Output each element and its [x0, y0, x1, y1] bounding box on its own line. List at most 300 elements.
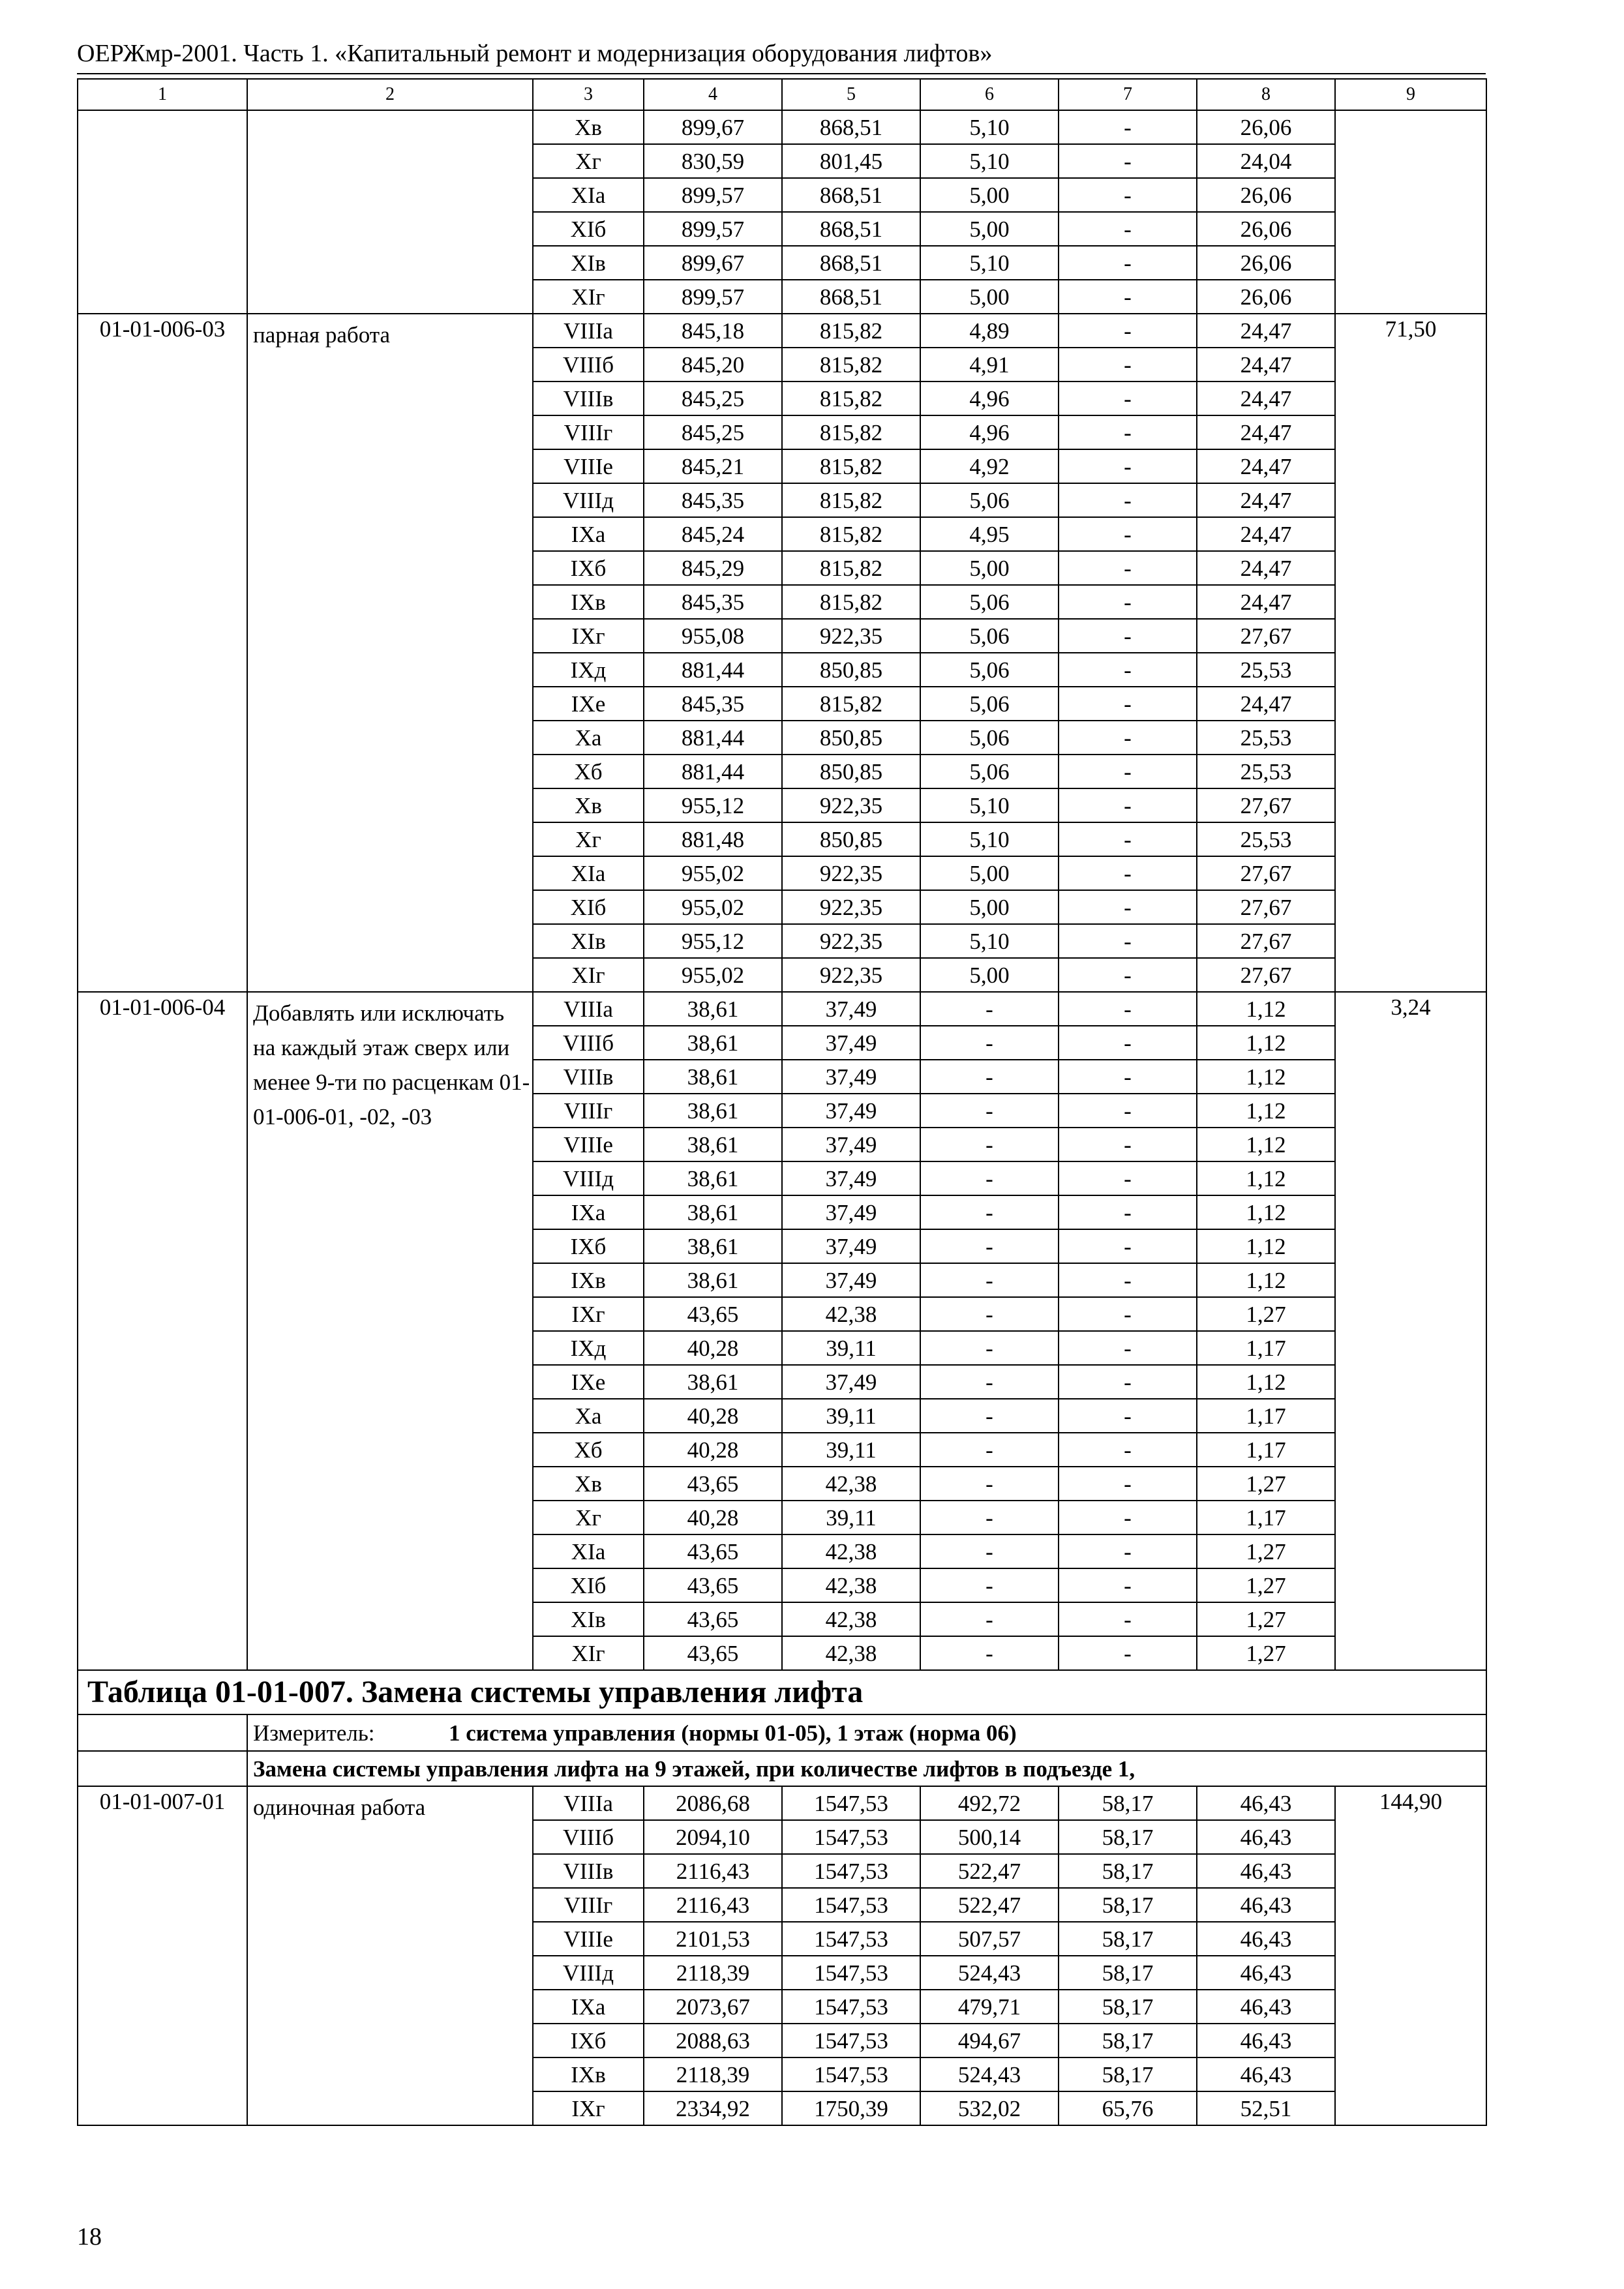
cell-col4: 881,44 — [644, 721, 782, 755]
column-number-row — [78, 79, 1486, 110]
cell-col8: 1,12 — [1197, 1161, 1335, 1195]
cell-col3: IXе — [533, 1365, 644, 1399]
cell-col8: 1,17 — [1197, 1331, 1335, 1365]
cell-col6: 524,43 — [920, 2057, 1059, 2091]
cell-col8: 24,47 — [1197, 415, 1335, 449]
cell-col6: 5,10 — [920, 144, 1059, 178]
cell-col7: - — [1059, 1195, 1197, 1229]
cell-col7: - — [1059, 246, 1197, 280]
cell-col7: - — [1059, 1365, 1197, 1399]
cell-col6: 4,96 — [920, 415, 1059, 449]
cell-col6: 5,00 — [920, 958, 1059, 992]
cell-col8: 27,67 — [1197, 958, 1335, 992]
cell-col5: 922,35 — [782, 788, 920, 822]
cell-col6: - — [920, 1026, 1059, 1060]
cell-col4: 43,65 — [644, 1534, 782, 1568]
cell-col7: - — [1059, 653, 1197, 687]
cell-col7: - — [1059, 1094, 1197, 1128]
cell-col6: - — [920, 1263, 1059, 1297]
cell-col5: 42,38 — [782, 1534, 920, 1568]
cell-col8: 26,06 — [1197, 246, 1335, 280]
cell-col7: 58,17 — [1059, 2024, 1197, 2057]
cell-col3: IXв — [533, 2057, 644, 2091]
cell-col5: 815,82 — [782, 449, 920, 483]
cell-col3: IXб — [533, 2024, 644, 2057]
cell-col3: VIIIа — [533, 1786, 644, 1820]
cell-col8: 1,17 — [1197, 1399, 1335, 1433]
cell-col3: XIг — [533, 958, 644, 992]
cell-col3: VIIIг — [533, 415, 644, 449]
cell-col8: 46,43 — [1197, 1922, 1335, 1956]
cell-col8: 26,06 — [1197, 110, 1335, 144]
cell-col7: - — [1059, 1331, 1197, 1365]
cell-col8: 27,67 — [1197, 788, 1335, 822]
cell-col7: - — [1059, 314, 1197, 348]
cell-col8: 24,04 — [1197, 144, 1335, 178]
cell-col8: 24,47 — [1197, 483, 1335, 517]
cell-col8: 26,06 — [1197, 280, 1335, 314]
col9-value — [1335, 110, 1486, 314]
work-name — [247, 110, 533, 314]
column-number: 8 — [1197, 79, 1335, 110]
cell-col6: 5,10 — [920, 924, 1059, 958]
cell-col4: 2094,10 — [644, 1820, 782, 1854]
cell-col7: - — [1059, 721, 1197, 755]
cell-col8: 46,43 — [1197, 1820, 1335, 1854]
cell-col3: IXб — [533, 1229, 644, 1263]
cell-col4: 43,65 — [644, 1602, 782, 1636]
cell-col5: 37,49 — [782, 1161, 920, 1195]
cell-col5: 815,82 — [782, 483, 920, 517]
cell-col6: - — [920, 1602, 1059, 1636]
cell-col6: 5,10 — [920, 110, 1059, 144]
cell-col5: 1547,53 — [782, 1820, 920, 1854]
cell-col4: 38,61 — [644, 1195, 782, 1229]
cell-col7: - — [1059, 856, 1197, 890]
subheading-row — [78, 1751, 1486, 1786]
cell-col6: - — [920, 992, 1059, 1026]
cell-col7: - — [1059, 1128, 1197, 1161]
cell-col5: 42,38 — [782, 1568, 920, 1602]
cell-col6: - — [920, 1399, 1059, 1433]
cell-col4: 955,12 — [644, 924, 782, 958]
cell-col4: 899,67 — [644, 110, 782, 144]
cell-col6: - — [920, 1331, 1059, 1365]
cell-col6: 5,06 — [920, 619, 1059, 653]
cell-col8: 46,43 — [1197, 2024, 1335, 2057]
cell-col6: - — [920, 1195, 1059, 1229]
header-rule — [77, 73, 1486, 74]
cell-col5: 1547,53 — [782, 1956, 920, 1990]
cell-col6: - — [920, 1094, 1059, 1128]
subheading-blank — [78, 1751, 247, 1786]
cell-col5: 42,38 — [782, 1297, 920, 1331]
cell-col8: 46,43 — [1197, 1854, 1335, 1888]
rate-code: 01-01-006-04 — [78, 992, 247, 1670]
cell-col4: 845,25 — [644, 415, 782, 449]
cell-col4: 38,61 — [644, 1365, 782, 1399]
cell-col3: XIв — [533, 246, 644, 280]
cell-col6: 5,00 — [920, 178, 1059, 212]
cell-col8: 24,47 — [1197, 551, 1335, 585]
cell-col7: - — [1059, 619, 1197, 653]
cell-col7: - — [1059, 1229, 1197, 1263]
cell-col4: 845,35 — [644, 585, 782, 619]
measure-cell — [247, 1714, 1486, 1751]
cell-col3: IXа — [533, 517, 644, 551]
cell-col3: IXа — [533, 1195, 644, 1229]
cell-col6: - — [920, 1501, 1059, 1534]
page-number: 18 — [77, 2223, 102, 2251]
cell-col7: - — [1059, 1026, 1197, 1060]
cell-col3: Xг — [533, 822, 644, 856]
cell-col7: - — [1059, 1399, 1197, 1433]
cell-col6: - — [920, 1467, 1059, 1501]
cell-col6: 5,00 — [920, 890, 1059, 924]
cell-col5: 1547,53 — [782, 1990, 920, 2024]
cell-col8: 24,47 — [1197, 382, 1335, 415]
cell-col6: 522,47 — [920, 1854, 1059, 1888]
cell-col3: Xг — [533, 1501, 644, 1534]
cell-col4: 881,44 — [644, 755, 782, 788]
cell-col4: 845,35 — [644, 483, 782, 517]
cell-col5: 42,38 — [782, 1602, 920, 1636]
cell-col4: 38,61 — [644, 1060, 782, 1094]
cell-col5: 37,49 — [782, 1195, 920, 1229]
cell-col8: 1,27 — [1197, 1636, 1335, 1670]
cell-col7: - — [1059, 1263, 1197, 1297]
cell-col5: 868,51 — [782, 178, 920, 212]
cell-col4: 40,28 — [644, 1399, 782, 1433]
cell-col6: 4,92 — [920, 449, 1059, 483]
cell-col4: 881,48 — [644, 822, 782, 856]
cell-col3: XIа — [533, 856, 644, 890]
rate-code: 01-01-006-03 — [78, 314, 247, 992]
cell-col8: 1,27 — [1197, 1568, 1335, 1602]
cell-col4: 899,57 — [644, 178, 782, 212]
cell-col4: 955,02 — [644, 958, 782, 992]
cell-col8: 46,43 — [1197, 1990, 1335, 2024]
cell-col8: 46,43 — [1197, 1956, 1335, 1990]
cell-col7: - — [1059, 788, 1197, 822]
cell-col7: 58,17 — [1059, 1854, 1197, 1888]
cell-col3: XIб — [533, 890, 644, 924]
cell-col7: - — [1059, 1161, 1197, 1195]
cell-col3: VIIIб — [533, 1026, 644, 1060]
col9-value: 3,24 — [1335, 992, 1486, 1670]
cell-col4: 955,02 — [644, 856, 782, 890]
cell-col7: - — [1059, 517, 1197, 551]
work-name: парная работа — [247, 314, 533, 992]
cell-col8: 1,17 — [1197, 1433, 1335, 1467]
cell-col3: VIIIе — [533, 1922, 644, 1956]
cell-col3: VIIIд — [533, 483, 644, 517]
cell-col7: - — [1059, 1060, 1197, 1094]
cell-col4: 845,21 — [644, 449, 782, 483]
cell-col3: IXг — [533, 2091, 644, 2125]
cell-col8: 27,67 — [1197, 924, 1335, 958]
cell-col6: - — [920, 1161, 1059, 1195]
cell-col7: - — [1059, 1297, 1197, 1331]
cell-col7: - — [1059, 924, 1197, 958]
cell-col4: 2334,92 — [644, 2091, 782, 2125]
cell-col6: - — [920, 1433, 1059, 1467]
cell-col8: 1,12 — [1197, 1094, 1335, 1128]
cell-col6: 5,06 — [920, 653, 1059, 687]
cell-col7: - — [1059, 1501, 1197, 1534]
cell-col7: - — [1059, 178, 1197, 212]
cell-col5: 37,49 — [782, 1229, 920, 1263]
cell-col7: - — [1059, 958, 1197, 992]
cell-col3: XIв — [533, 1602, 644, 1636]
cell-col3: IXа — [533, 1990, 644, 2024]
cell-col5: 815,82 — [782, 551, 920, 585]
cell-col3: Xв — [533, 110, 644, 144]
cell-col7: - — [1059, 822, 1197, 856]
cell-col7: - — [1059, 483, 1197, 517]
cell-col6: 5,00 — [920, 856, 1059, 890]
cell-col6: 500,14 — [920, 1820, 1059, 1854]
column-number: 6 — [920, 79, 1059, 110]
cell-col6: 4,95 — [920, 517, 1059, 551]
rate-code — [78, 110, 247, 314]
cell-col6: 532,02 — [920, 2091, 1059, 2125]
cell-col7: 58,17 — [1059, 1990, 1197, 2024]
cell-col5: 37,49 — [782, 1128, 920, 1161]
cell-col5: 922,35 — [782, 856, 920, 890]
table-row — [78, 1786, 1486, 1820]
cell-col8: 1,12 — [1197, 1195, 1335, 1229]
cell-col4: 43,65 — [644, 1297, 782, 1331]
cell-col4: 881,44 — [644, 653, 782, 687]
cell-col4: 845,18 — [644, 314, 782, 348]
cell-col5: 868,51 — [782, 212, 920, 246]
cell-col3: VIIIв — [533, 382, 644, 415]
cell-col4: 38,61 — [644, 1263, 782, 1297]
cell-col7: - — [1059, 1467, 1197, 1501]
cell-col3: IXг — [533, 619, 644, 653]
cell-col4: 845,35 — [644, 687, 782, 721]
cell-col4: 845,24 — [644, 517, 782, 551]
cell-col3: VIIIд — [533, 1956, 644, 1990]
cell-col3: VIIIв — [533, 1854, 644, 1888]
cell-col8: 24,47 — [1197, 449, 1335, 483]
cell-col3: VIIIг — [533, 1888, 644, 1922]
cell-col7: 58,17 — [1059, 2057, 1197, 2091]
cell-col5: 39,11 — [782, 1399, 920, 1433]
subheading-text: Замена системы управления лифта на 9 этажей, при количестве лифтов в подъезде 1, — [253, 1756, 1135, 1782]
cell-col6: 492,72 — [920, 1786, 1059, 1820]
cell-col7: - — [1059, 1433, 1197, 1467]
cell-col5: 850,85 — [782, 721, 920, 755]
cell-col6: 524,43 — [920, 1956, 1059, 1990]
cell-col8: 46,43 — [1197, 1786, 1335, 1820]
cell-col6: 5,06 — [920, 721, 1059, 755]
cell-col7: - — [1059, 687, 1197, 721]
cell-col3: IXб — [533, 551, 644, 585]
column-number: 7 — [1059, 79, 1197, 110]
cell-col7: - — [1059, 110, 1197, 144]
cell-col5: 39,11 — [782, 1501, 920, 1534]
cell-col4: 2116,43 — [644, 1854, 782, 1888]
cell-col7: - — [1059, 1568, 1197, 1602]
cell-col7: 65,76 — [1059, 2091, 1197, 2125]
cell-col8: 25,53 — [1197, 822, 1335, 856]
cell-col5: 922,35 — [782, 890, 920, 924]
cell-col6: - — [920, 1297, 1059, 1331]
cell-col6: 494,67 — [920, 2024, 1059, 2057]
cell-col7: - — [1059, 280, 1197, 314]
cell-col8: 1,12 — [1197, 1128, 1335, 1161]
cell-col5: 801,45 — [782, 144, 920, 178]
cell-col5: 815,82 — [782, 348, 920, 382]
column-number: 2 — [247, 79, 533, 110]
cell-col3: Xб — [533, 1433, 644, 1467]
cell-col6: 5,00 — [920, 280, 1059, 314]
cell-col7: - — [1059, 585, 1197, 619]
cell-col4: 955,08 — [644, 619, 782, 653]
cell-col8: 1,27 — [1197, 1467, 1335, 1501]
cell-col8: 1,27 — [1197, 1602, 1335, 1636]
cell-col3: VIIIа — [533, 992, 644, 1026]
rates-table — [77, 78, 1487, 2126]
cell-col6: 5,00 — [920, 212, 1059, 246]
cell-col8: 1,17 — [1197, 1501, 1335, 1534]
cell-col3: Xб — [533, 755, 644, 788]
cell-col8: 52,51 — [1197, 2091, 1335, 2125]
measure-blank — [78, 1714, 247, 1751]
table-row — [78, 110, 1486, 144]
page-header: ОЕРЖмр-2001. Часть 1. «Капитальный ремонт и модернизация оборудования лифтов» — [77, 40, 993, 67]
cell-col6: - — [920, 1568, 1059, 1602]
cell-col5: 1547,53 — [782, 1854, 920, 1888]
cell-col8: 1,12 — [1197, 1229, 1335, 1263]
section-title-row — [78, 1670, 1486, 1714]
cell-col6: 5,06 — [920, 755, 1059, 788]
cell-col5: 815,82 — [782, 517, 920, 551]
cell-col3: IXд — [533, 653, 644, 687]
cell-col3: VIIIд — [533, 1161, 644, 1195]
cell-col5: 922,35 — [782, 958, 920, 992]
cell-col7: - — [1059, 1534, 1197, 1568]
cell-col4: 40,28 — [644, 1331, 782, 1365]
cell-col4: 845,25 — [644, 382, 782, 415]
cell-col5: 39,11 — [782, 1331, 920, 1365]
cell-col5: 1547,53 — [782, 2024, 920, 2057]
cell-col5: 815,82 — [782, 314, 920, 348]
cell-col4: 2088,63 — [644, 2024, 782, 2057]
cell-col3: VIIIб — [533, 348, 644, 382]
cell-col6: - — [920, 1128, 1059, 1161]
cell-col7: - — [1059, 449, 1197, 483]
cell-col7: 58,17 — [1059, 1956, 1197, 1990]
col9-value: 144,90 — [1335, 1786, 1486, 2125]
cell-col6: 5,06 — [920, 483, 1059, 517]
cell-col8: 25,53 — [1197, 755, 1335, 788]
cell-col4: 2118,39 — [644, 2057, 782, 2091]
cell-col4: 845,20 — [644, 348, 782, 382]
cell-col3: XIб — [533, 212, 644, 246]
cell-col3: VIIIв — [533, 1060, 644, 1094]
subheading-cell — [247, 1751, 1486, 1786]
cell-col4: 2118,39 — [644, 1956, 782, 1990]
cell-col5: 1547,53 — [782, 2057, 920, 2091]
cell-col6: - — [920, 1534, 1059, 1568]
cell-col8: 26,06 — [1197, 178, 1335, 212]
cell-col3: VIIIе — [533, 449, 644, 483]
cell-col5: 922,35 — [782, 619, 920, 653]
cell-col5: 850,85 — [782, 755, 920, 788]
cell-col6: 5,10 — [920, 246, 1059, 280]
cell-col8: 1,27 — [1197, 1297, 1335, 1331]
cell-col3: Xв — [533, 1467, 644, 1501]
cell-col8: 1,27 — [1197, 1534, 1335, 1568]
cell-col5: 42,38 — [782, 1467, 920, 1501]
cell-col5: 37,49 — [782, 1060, 920, 1094]
cell-col5: 37,49 — [782, 1026, 920, 1060]
cell-col4: 43,65 — [644, 1568, 782, 1602]
cell-col5: 37,49 — [782, 992, 920, 1026]
cell-col5: 1547,53 — [782, 1888, 920, 1922]
cell-col6: - — [920, 1636, 1059, 1670]
cell-col7: - — [1059, 144, 1197, 178]
cell-col3: Xв — [533, 788, 644, 822]
cell-col8: 46,43 — [1197, 2057, 1335, 2091]
cell-col8: 1,12 — [1197, 992, 1335, 1026]
cell-col7: - — [1059, 1602, 1197, 1636]
cell-col3: VIIIб — [533, 1820, 644, 1854]
cell-col5: 1547,53 — [782, 1922, 920, 1956]
cell-col6: 5,10 — [920, 822, 1059, 856]
cell-col4: 955,02 — [644, 890, 782, 924]
cell-col4: 899,57 — [644, 280, 782, 314]
rate-code: 01-01-007-01 — [78, 1786, 247, 2125]
cell-col8: 24,47 — [1197, 314, 1335, 348]
cell-col7: - — [1059, 992, 1197, 1026]
cell-col5: 922,35 — [782, 924, 920, 958]
cell-col3: IXг — [533, 1297, 644, 1331]
cell-col5: 850,85 — [782, 653, 920, 687]
cell-col5: 868,51 — [782, 280, 920, 314]
column-number: 3 — [533, 79, 644, 110]
column-number: 4 — [644, 79, 782, 110]
cell-col8: 26,06 — [1197, 212, 1335, 246]
cell-col3: XIб — [533, 1568, 644, 1602]
cell-col6: 5,00 — [920, 551, 1059, 585]
cell-col5: 815,82 — [782, 687, 920, 721]
work-name: Добавлять или исключать на каждый этаж сверх или менее 9-ти по расценкам 01-01-006-01, -02, -03 — [247, 992, 533, 1670]
cell-col6: - — [920, 1229, 1059, 1263]
cell-col7: - — [1059, 348, 1197, 382]
cell-col5: 868,51 — [782, 246, 920, 280]
cell-col7: - — [1059, 755, 1197, 788]
cell-col3: IXе — [533, 687, 644, 721]
cell-col8: 1,12 — [1197, 1365, 1335, 1399]
cell-col4: 43,65 — [644, 1636, 782, 1670]
cell-col3: XIг — [533, 280, 644, 314]
cell-col3: IXв — [533, 1263, 644, 1297]
cell-col3: Xа — [533, 721, 644, 755]
cell-col7: - — [1059, 551, 1197, 585]
cell-col6: 522,47 — [920, 1888, 1059, 1922]
cell-col7: - — [1059, 382, 1197, 415]
measure-value: 1 система управления (нормы 01-05), 1 этаж (норма 06) — [449, 1720, 1017, 1746]
cell-col8: 1,12 — [1197, 1026, 1335, 1060]
cell-col8: 25,53 — [1197, 721, 1335, 755]
cell-col3: VIIIе — [533, 1128, 644, 1161]
cell-col3: VIIIа — [533, 314, 644, 348]
cell-col6: 4,91 — [920, 348, 1059, 382]
